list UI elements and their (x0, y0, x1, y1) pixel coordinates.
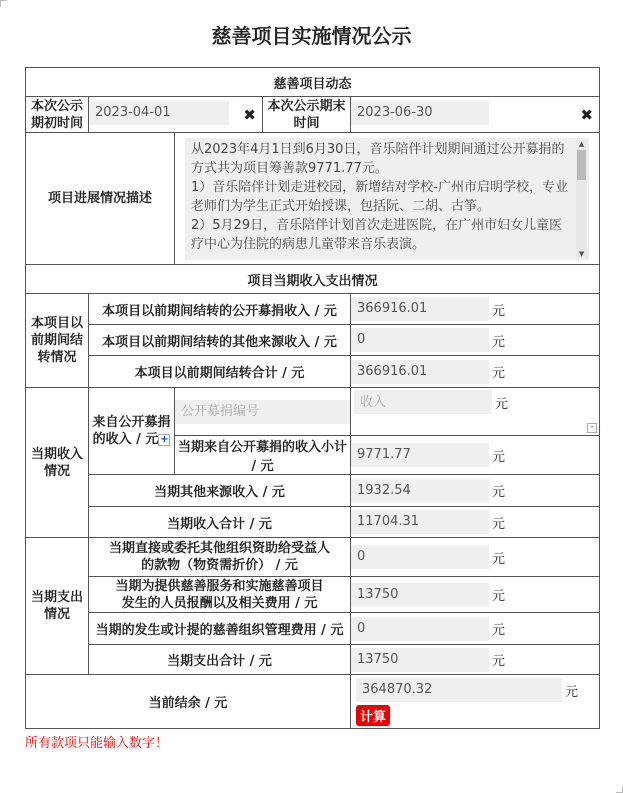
public-subtotal-cell (351, 436, 600, 475)
expense-mgmt-label: 当期的发生或计提的慈善组织管理费用 / 元 (89, 613, 351, 645)
public-income-label: 来自公开募捐的收入 / 元 + (89, 388, 175, 475)
section-header-dynamics: 慈善项目动态 (26, 68, 600, 97)
expense-total-input[interactable]: 13750 (351, 648, 489, 672)
balance-input[interactable]: 364870.32 (356, 678, 562, 702)
expense-staff-input[interactable]: 13750 (351, 583, 489, 607)
income-total-input[interactable]: 11704.31 (351, 510, 489, 534)
remove-row-minus-icon[interactable]: - (587, 423, 597, 433)
expense-mgmt-input[interactable]: 0 (351, 617, 489, 641)
charity-form-table (25, 67, 600, 729)
current-expense-group-label: 当期支出情况 (26, 538, 89, 675)
expense-staff-cell (351, 577, 600, 613)
unit-label: 元 (492, 303, 506, 319)
unit-label: 元 (492, 485, 506, 500)
page-title: 慈善项目实施情况公示 (211, 24, 412, 48)
prev-other-cell (351, 325, 600, 356)
clear-start-date-icon[interactable]: ✖ (243, 105, 256, 124)
unit-label: 元 (565, 684, 579, 700)
income-total-cell (351, 507, 600, 538)
balance-label: 当前结余 / 元 (26, 675, 351, 729)
expense-direct-label: 当期直接或委托其他组织资助给受益人 的款物（物资需折价） / 元 (89, 538, 351, 577)
end-date-label: 本次公示期末时间 (263, 97, 351, 133)
income-total-label: 当期收入合计 / 元 (89, 507, 351, 538)
page-corner-top-left (0, 0, 7, 7)
progress-desc-cell (175, 133, 600, 265)
prev-total-input[interactable]: 366916.01 (351, 360, 489, 384)
current-income-group-label: 当期收入情况 (26, 388, 89, 538)
expense-mgmt-cell (351, 613, 600, 645)
unit-label: 元 (492, 654, 506, 669)
start-date-cell (89, 97, 263, 133)
desc-line: 1）音乐陪伴计划走进校园，新增结对学校-广州市启明学校，专业老师们为学生正式开始授课，包括阮、二胡、古筝。 (191, 179, 568, 214)
expense-direct-cell (351, 538, 600, 577)
scroll-thumb[interactable] (577, 150, 586, 180)
expense-total-label: 当期支出合计 / 元 (89, 645, 351, 675)
expense-total-cell (351, 645, 600, 675)
end-date-cell (351, 97, 600, 133)
end-date-input[interactable]: 2023-06-30 (351, 101, 489, 125)
unit-label: 元 (492, 589, 506, 604)
other-income-label: 当期其他来源收入 / 元 (89, 475, 351, 507)
start-date-label: 本次公示期初时间 (26, 97, 89, 133)
fundraising-no-cell (175, 388, 351, 436)
public-subtotal-label: 当期来自公开募捐的收入小计 / 元 (175, 436, 351, 475)
unit-label: 元 (492, 366, 506, 381)
add-row-plus-icon[interactable]: + (160, 433, 169, 445)
calculate-button[interactable]: 计算 (356, 705, 390, 726)
numeric-only-note: 所有款项只能输入数字！ (25, 736, 169, 751)
fundraising-no-input[interactable] (175, 400, 351, 424)
section-header-finance: 项目当期收入支出情况 (26, 265, 600, 294)
expense-direct-input[interactable]: 0 (351, 545, 489, 569)
scroll-down-arrow-icon[interactable]: ▼ (578, 249, 585, 258)
desc-line: 从2023年4月1日到6月30日，音乐陪伴计划期间通过公开募捐的方式共为项目筹善款9771.77元。 (191, 141, 565, 176)
unit-label: 元 (492, 516, 506, 532)
balance-cell (351, 675, 600, 729)
prev-other-label: 本项目以前期间结转的其他来源收入 / 元 (89, 325, 351, 356)
income-amount-cell (351, 388, 600, 436)
other-income-input[interactable]: 1932.54 (351, 479, 489, 503)
expense-staff-label: 当期为提供慈善服务和实施慈善项目 发生的人员报酬以及相关费用 / 元 (89, 577, 351, 613)
income-amount-input[interactable] (354, 390, 492, 414)
unit-label: 元 (492, 623, 506, 638)
desc-scrollbar[interactable] (576, 140, 587, 258)
other-income-cell (351, 475, 600, 507)
public-subtotal-input[interactable]: 9771.77 (351, 443, 489, 467)
unit-label: 元 (492, 449, 506, 465)
prev-public-cell (351, 294, 600, 325)
start-date-input[interactable]: 2023-04-01 (89, 101, 229, 125)
page-corner-bottom-right (616, 786, 623, 793)
prev-total-cell (351, 356, 600, 388)
unit-label: 元 (492, 551, 506, 567)
prev-public-label: 本项目以前期间结转的公开募捐收入 / 元 (89, 294, 351, 325)
prev-total-label: 本项目以前期间结转合计 / 元 (89, 356, 351, 388)
clear-end-date-icon[interactable]: ✖ (580, 105, 594, 124)
unit-label: 元 (495, 396, 509, 412)
prev-other-input[interactable]: 0 (351, 328, 489, 352)
progress-desc-textarea[interactable] (185, 138, 589, 260)
desc-line: 2）5月29日，音乐陪伴计划首次走进医院，在广州市妇女儿童医疗中心为住院的病患儿童带来音乐表演。 (191, 217, 563, 252)
progress-desc-label: 项目进展情况描述 (26, 133, 175, 265)
prev-public-input[interactable]: 366916.01 (351, 297, 489, 321)
unit-label: 元 (492, 334, 506, 350)
prev-carryover-group-label: 本项目以前期间结转情况 (26, 294, 89, 388)
scroll-up-arrow-icon[interactable]: ▲ (578, 139, 585, 148)
